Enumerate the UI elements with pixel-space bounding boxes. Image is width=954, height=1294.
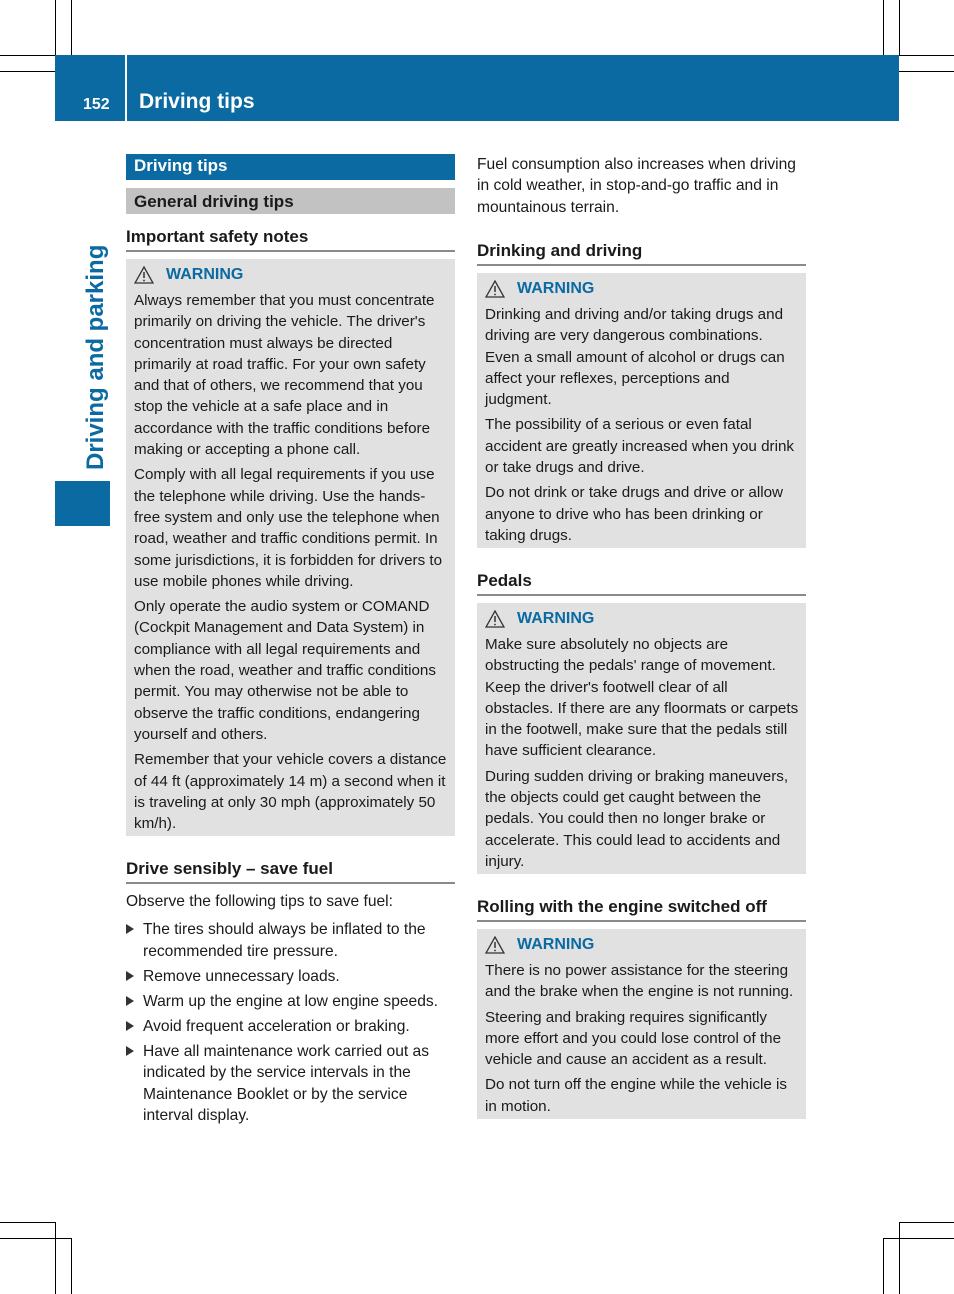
pedals-warning-box — [477, 603, 806, 874]
warning-paragraph: Make sure absolutely no objects are obstructing the pedals' range of movement. Keep the driver's footwell clear of all obstacles. If there are any floormats or carpets in the footwell, make sure that the pedals still have sufficient clearance. — [485, 636, 799, 760]
warning-triangle-icon — [485, 936, 505, 954]
warning-label: WARNING — [517, 936, 595, 953]
crop-mark — [883, 1238, 884, 1294]
crop-mark — [71, 1238, 72, 1294]
header-divider — [125, 55, 127, 121]
warning-paragraph: Only operate the audio system or COMAND (Cockpit Management and Data System) in compliance with all legal requirements and when the road, weather and traffic conditions permit. You may otherwise not be able to observe the traffic conditions, endangering yourself and others. — [134, 598, 436, 743]
list-item — [126, 966, 455, 988]
tip-text: Avoid frequent acceleration or braking. — [143, 1017, 410, 1035]
drinking-heading: Drinking and driving — [477, 241, 806, 266]
crop-mark — [0, 1222, 56, 1223]
crop-mark — [883, 0, 884, 56]
header-title: Driving tips — [139, 90, 255, 113]
crop-mark — [899, 55, 954, 56]
warning-label: WARNING — [517, 610, 595, 627]
list-item — [126, 1016, 455, 1038]
tip-text: The tires should always be inflated to the recommended tire pressure. — [143, 921, 426, 960]
fuel-heading: Drive sensibly – save fuel — [126, 859, 455, 884]
warning-paragraph: Remember that your vehicle covers a distance of 44 ft (approximately 14 m) a second when it is traveling at only 30 mph (approximately 50 km/h). — [134, 751, 447, 833]
warning-paragraph: Do not turn off the engine while the vehicle is in motion. — [485, 1076, 787, 1115]
warning-header — [134, 266, 448, 284]
warning-triangle-icon — [134, 266, 154, 284]
list-item — [126, 919, 455, 962]
crop-mark — [55, 1222, 56, 1294]
tip-text: Have all maintenance work carried out as indicated by the service intervals in the Maintenance Booklet or by the service interval display. — [143, 1042, 430, 1124]
warning-paragraph: Always remember that you must concentrate primarily on driving the vehicle. The driver's concentration must always be directed primarily at road traffic. For your own safety and that of others, we recommend that you stop the vehicle at a safe place and in accordance with the traffic conditions before making or accepting a phone call. — [134, 292, 435, 459]
pedals-heading: Pedals — [477, 571, 806, 596]
safety-heading: Important safety notes — [126, 227, 455, 252]
crop-mark — [899, 71, 954, 72]
crop-mark — [0, 1238, 72, 1239]
arrow-bullet-icon — [126, 996, 134, 1006]
fuel-tips-list — [126, 919, 455, 1130]
warning-header — [485, 280, 799, 298]
drinking-warning-box — [477, 273, 806, 548]
side-tab-marker — [55, 481, 110, 526]
safety-warning-box — [126, 259, 455, 836]
warning-label: WARNING — [517, 280, 595, 297]
crop-mark — [55, 0, 56, 56]
warning-label: WARNING — [166, 266, 244, 283]
crop-mark — [899, 1222, 954, 1223]
warning-triangle-icon — [485, 280, 505, 298]
warning-paragraph: Drinking and driving and/or taking drugs and driving are very dangerous combinations. Even a small amount of alcohol or drugs can affect your reflexes, perceptions and judgment. — [485, 306, 785, 409]
page-number: 152 — [83, 96, 110, 113]
warning-paragraph: The possibility of a serious or even fatal accident are greatly increased when you drink or take drugs and drive. — [485, 416, 794, 477]
tip-text: Remove unnecessary loads. — [143, 967, 340, 985]
warning-paragraph: During sudden driving or braking maneuvers, the objects could get caught between the pedals. You could then no longer brake or accelerate. This could lead to accidents and injury. — [485, 767, 789, 870]
list-item — [126, 991, 455, 1013]
crop-mark — [0, 71, 56, 72]
crop-mark — [71, 0, 72, 56]
arrow-bullet-icon — [126, 971, 134, 981]
warning-header — [485, 610, 799, 628]
fuel-intro: Observe the following tips to save fuel: — [126, 893, 393, 910]
crop-mark — [0, 55, 56, 56]
arrow-bullet-icon — [126, 1021, 134, 1031]
warning-paragraph: Comply with all legal requirements if you use the telephone while driving. Use the hands-free system and only use the telephone when road, weather and traffic conditions permit. In some jurisdictions, it is forbidden for drivers to use mobile phones while driving. — [134, 466, 443, 590]
rolling-warning-box — [477, 929, 806, 1119]
arrow-bullet-icon — [126, 1046, 134, 1056]
list-item — [126, 1041, 455, 1127]
warning-paragraph: Do not drink or take drugs and drive or allow anyone to drive who has been drinking or taking drugs. — [485, 484, 783, 544]
subsection-title: General driving tips — [126, 188, 455, 214]
section-title: Driving tips — [126, 154, 455, 180]
fuel-continuation: Fuel consumption also increases when driving in cold weather, in stop-and-go traffic and in mountainous terrain. — [477, 156, 796, 216]
side-tab-label: Driving and parking — [82, 244, 109, 470]
crop-mark — [899, 0, 900, 56]
warning-header — [485, 936, 799, 954]
warning-paragraph: Steering and braking requires significantly more effort and you could lose control of the vehicle and cause an accident as a result. — [485, 1008, 782, 1069]
rolling-heading: Rolling with the engine switched off — [477, 897, 806, 922]
tip-text: Warm up the engine at low engine speeds. — [143, 992, 439, 1010]
crop-mark — [899, 1222, 900, 1294]
warning-triangle-icon — [485, 610, 505, 628]
warning-paragraph: There is no power assistance for the steering and the brake when the engine is not running. — [485, 962, 794, 1001]
crop-mark — [883, 1238, 954, 1239]
arrow-bullet-icon — [126, 924, 134, 934]
